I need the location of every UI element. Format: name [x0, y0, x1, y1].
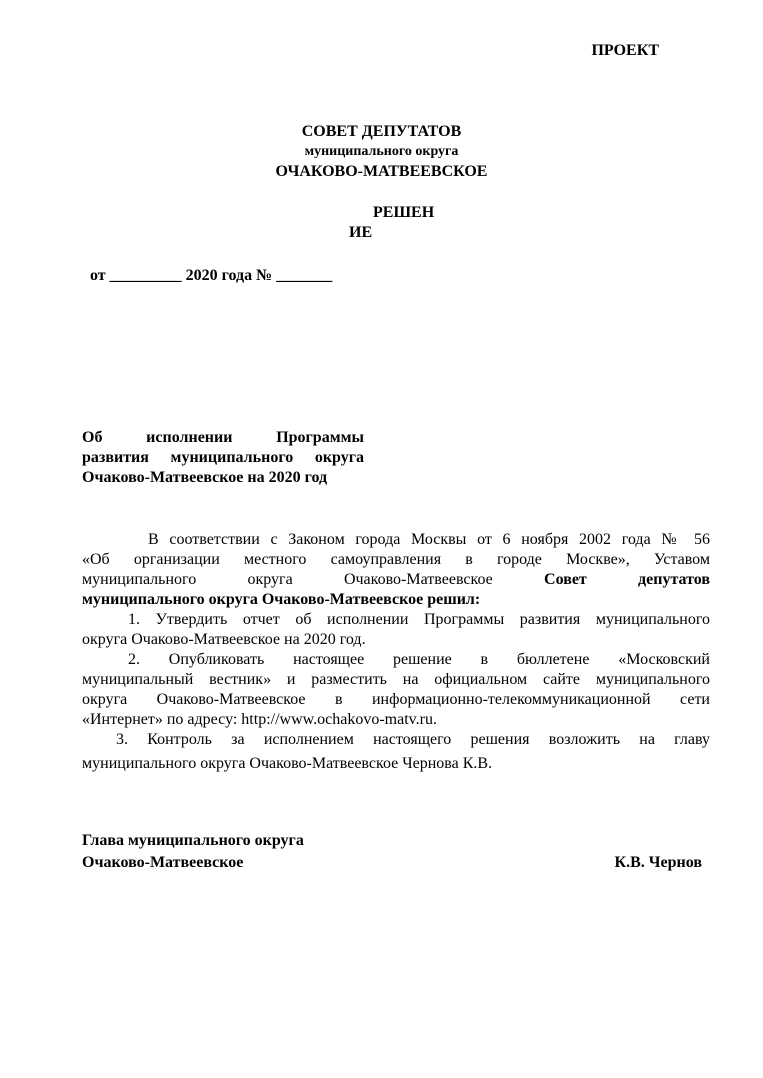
- preamble-line-3: [82, 570, 710, 590]
- item-2-line-3: округа Очаково-Матвеевское в информационно-телекоммуникационной сети: [82, 691, 710, 708]
- decision-body: [82, 530, 710, 774]
- item-1-line-1: 1. Утвердить отчет об исполнении Программы развития муниципального: [128, 611, 710, 628]
- council-header: [0, 122, 763, 182]
- item-3-line-2: муниципального округа Очаково-Матвеевское Чернова К.В.: [82, 755, 493, 772]
- decision-date-line: от _________ 2020 года № _______: [90, 267, 333, 284]
- item-2-line-4: «Интернет» по адресу: http://www.ochakovo-matv.ru.: [82, 711, 437, 728]
- item-1-line-2: округа Очаково-Матвеевское на 2020 год.: [82, 631, 366, 648]
- draft-stamp: ПРОЕКТ: [591, 42, 659, 59]
- preamble-line-3-text: муниципального округа Очаково-Матвеевское: [82, 571, 493, 588]
- signature-title-line-1: Глава муниципального округа: [82, 832, 304, 849]
- item-2-line-2: муниципальный вестник» и разместить на официальном сайте муниципального: [82, 671, 710, 688]
- district-type: муниципального округа: [304, 144, 459, 159]
- item-2-line-1: 2. Опубликовать настоящее решение в бюллетене «Московский: [128, 651, 710, 668]
- subject-line-1: Об исполнении Программы: [82, 429, 364, 446]
- item-3-line-1: 3. Контроль за исполнением настоящего решения возложить на главу: [116, 731, 710, 748]
- subject-line-2: развития муниципального округа: [82, 449, 364, 466]
- preamble-line-1: В соответствии с Законом города Москвы от 6 ноября 2002 года № 56: [148, 531, 710, 548]
- decision-title-part1: РЕШЕН: [373, 204, 435, 221]
- signature-block: [82, 830, 702, 874]
- decision-subject: [82, 428, 364, 488]
- signature-title-line-2: Очаково-Матвеевское: [82, 854, 244, 871]
- preamble-council-bold: Совет депутатов: [544, 571, 710, 588]
- subject-line-3: Очаково-Матвеевское на 2020 год: [82, 469, 328, 486]
- preamble-line-4: муниципального округа Очаково-Матвеевское решил:: [82, 591, 481, 608]
- district-name: ОЧАКОВО-МАТВЕЕВСКОЕ: [275, 163, 488, 180]
- council-title: СОВЕТ ДЕПУТАТОВ: [301, 123, 462, 140]
- signatory-name: К.В. Чернов: [614, 854, 702, 871]
- preamble-line-2: «Об организации местного самоуправления в городе Москве», Уставом: [82, 551, 710, 568]
- decision-title-part2: ИЕ: [349, 224, 373, 241]
